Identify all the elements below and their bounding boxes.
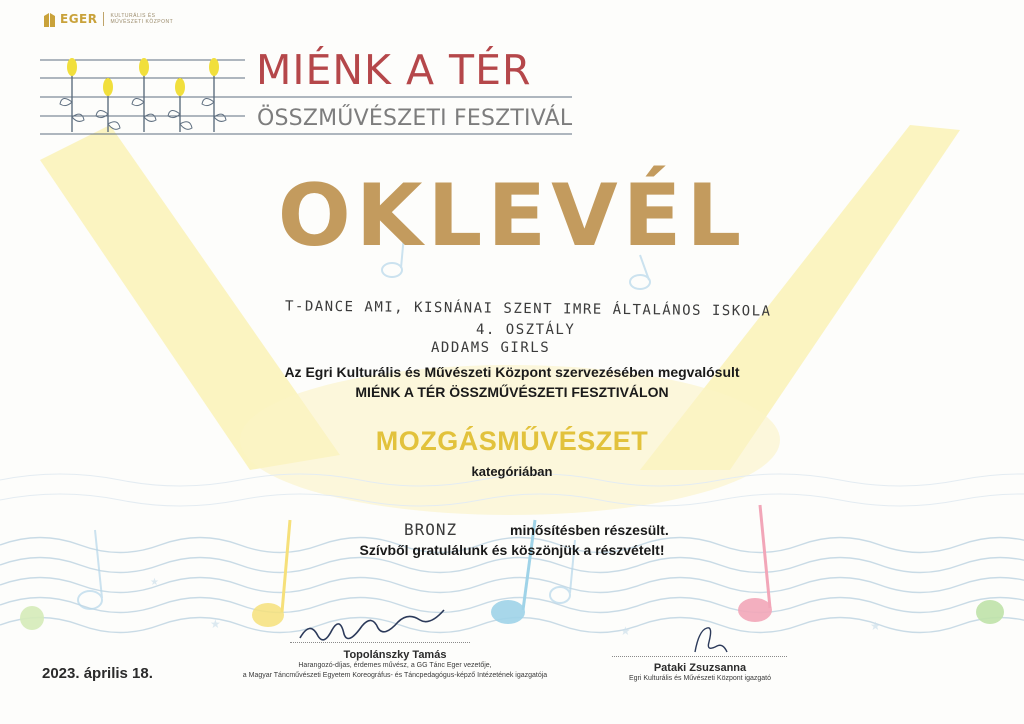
diploma-title: OKLEVÉL	[277, 166, 747, 266]
recipient-group: ADDAMS GIRLS	[431, 340, 551, 356]
award-level: BRONZ	[404, 520, 458, 539]
music-note-green	[976, 600, 1004, 624]
festival-subtitle: ÖSSZMŰVÉSZETI FESZTIVÁL	[257, 106, 573, 131]
music-note-yellow	[252, 520, 290, 627]
signatory-right	[585, 662, 815, 684]
music-note-pink	[738, 505, 772, 622]
svg-text:★: ★	[620, 624, 631, 638]
intro-line: Az Egri Kulturális és Művészeti Központ szervezésében megvalósult	[284, 364, 740, 380]
recipient-school: T-DANCE AMI, KISNÁNAI SZENT IMRE ÁLTALÁNOS ISKOLA	[284, 298, 772, 320]
signatory-left-role-1: Harangozó-díjas, érdemes művész, a GG Tánc Eger vezetője,	[298, 662, 492, 669]
logo-subtitle: KULTURÁLIS ÉS MŰVÉSZETI KÖZPONT	[110, 13, 174, 25]
logo-divider	[103, 12, 104, 26]
eger-logo-icon	[44, 13, 55, 27]
festival-line: MIÉNK A TÉR ÖSSZMŰVÉSZETI FESZTIVÁLON	[355, 384, 669, 400]
signatory-left-name: Topolánszky Tamás	[343, 649, 447, 661]
signatory-left	[190, 649, 600, 681]
eger-logo	[60, 12, 190, 26]
signatory-left-role-2: a Magyar Táncművészeti Egyetem Koreográfus- és Táncpedagógus-képző Intézetének igazgatója	[242, 672, 548, 679]
tulip-flowers	[60, 58, 226, 132]
svg-text:★: ★	[210, 617, 221, 631]
svg-text:★: ★	[870, 619, 881, 633]
festival-title: MIÉNK A TÉR	[256, 46, 532, 94]
logo-wordmark: EGER	[60, 12, 98, 26]
category-name: MOZGÁSMŰVÉSZET	[375, 426, 649, 456]
music-note-green-left	[20, 606, 44, 630]
recipient-class: 4. OSZTÁLY	[476, 322, 576, 338]
signatory-right-name: Pataki Zsuzsanna	[653, 662, 747, 674]
congratulations-text: Szívből gratulálunk és köszönjük a részvételt!	[359, 542, 665, 558]
signature-line-right	[612, 656, 787, 657]
svg-text:★: ★	[150, 577, 159, 588]
signature-right	[695, 628, 727, 652]
signature-line-left	[290, 642, 470, 643]
issue-date: 2023. április 18.	[42, 665, 153, 682]
category-suffix: kategóriában	[471, 464, 553, 479]
award-suffix: minősítésben részesült.	[510, 522, 669, 538]
signatory-right-role: Egri Kulturális és Művészeti Központ igazgató	[628, 675, 772, 682]
